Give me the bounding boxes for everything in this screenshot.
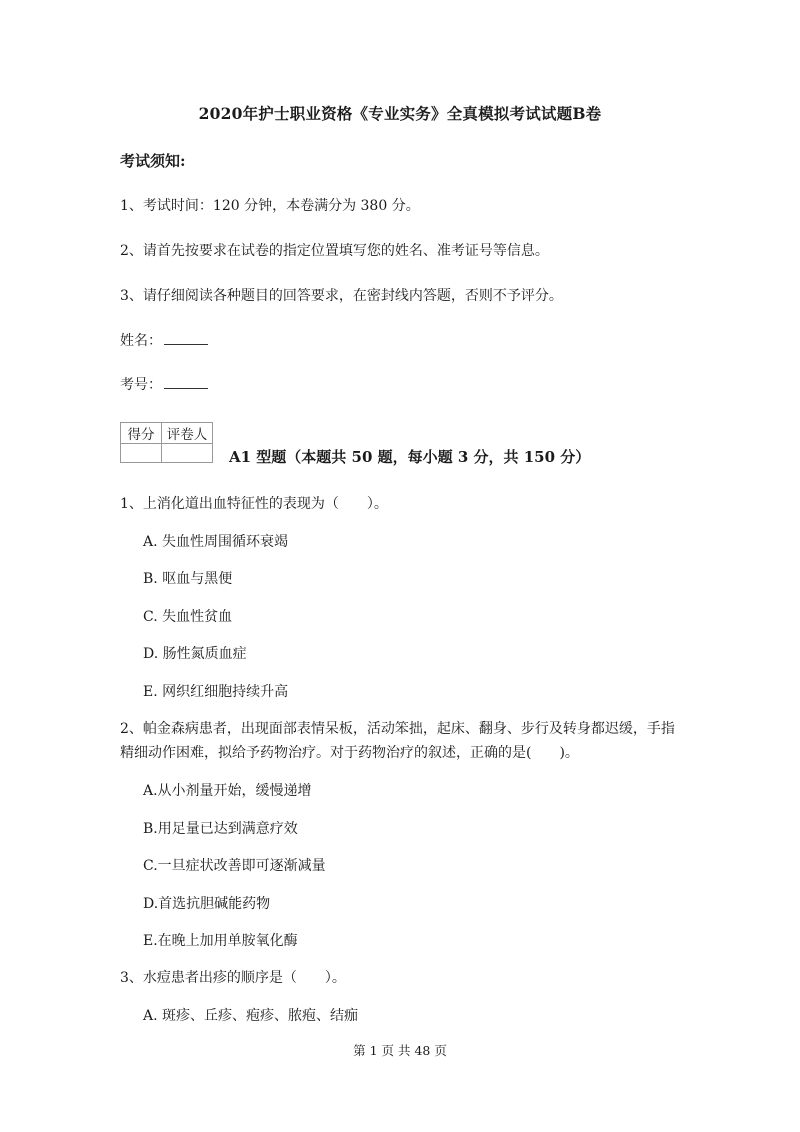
page-footer: 第 1 页 共 48 页 [353,1043,447,1058]
exam-title: 2020年护士职业资格《专业实务》全真模拟考试试题B卷 [198,104,602,123]
question-option[interactable]: A.从小剂量开始，缓慢递增 [143,783,312,799]
grader-header: 评卷人 [162,423,213,444]
question-option[interactable]: E. 网织红细胞持续升高 [143,684,289,700]
id-label: 考号： [120,377,162,393]
question-option[interactable]: B. 呕血与黑便 [143,571,233,587]
score-cell[interactable] [121,444,162,463]
id-blank[interactable] [164,374,208,389]
question-option[interactable]: B.用足量已达到满意疗效 [143,821,298,837]
name-blank[interactable] [164,330,208,345]
question-option[interactable]: C.一旦症状改善即可逐渐减量 [143,858,326,874]
score-header: 得分 [121,423,162,444]
id-field [120,374,208,394]
notice-item: 1、考试时间：120 分钟，本卷满分为 380 分。 [120,198,420,214]
notice-heading: 考试须知: [120,152,186,170]
notice-item: 3、请仔细阅读各种题目的回答要求，在密封线内答题，否则不予评分。 [120,288,563,304]
question-option[interactable]: D. 肠性氮质血症 [143,646,247,662]
question-stem-continued: 精细动作困难，拟给予药物治疗。对于药物治疗的叙述，正确的是( )。 [120,745,579,761]
question-stem: 2、帕金森病患者，出现面部表情呆板，活动笨拙，起床、翻身、步行及转身都迟缓，手指 [120,721,675,737]
grader-cell[interactable] [162,444,213,463]
question-option[interactable]: D.首选抗胆碱能药物 [143,896,271,912]
question-stem: 3、水痘患者出疹的顺序是（ ）。 [120,970,346,986]
section-heading: A1 型题（本题共 50 题，每小题 3 分，共 150 分） [229,448,591,466]
name-field [120,330,208,350]
name-label: 姓名： [120,333,162,349]
question-stem: 1、上消化道出血特征性的表现为（ ）。 [120,496,388,512]
question-option[interactable]: C. 失血性贫血 [143,609,233,625]
notice-item: 2、请首先按要求在试卷的指定位置填写您的姓名、准考证号等信息。 [120,243,549,259]
question-option[interactable]: E.在晚上加用单胺氧化酶 [143,933,298,949]
question-option[interactable]: A. 斑疹、丘疹、疱疹、脓疱、结痂 [143,1008,359,1024]
question-option[interactable]: A. 失血性周围循环衰竭 [143,534,289,550]
score-table [120,422,213,463]
